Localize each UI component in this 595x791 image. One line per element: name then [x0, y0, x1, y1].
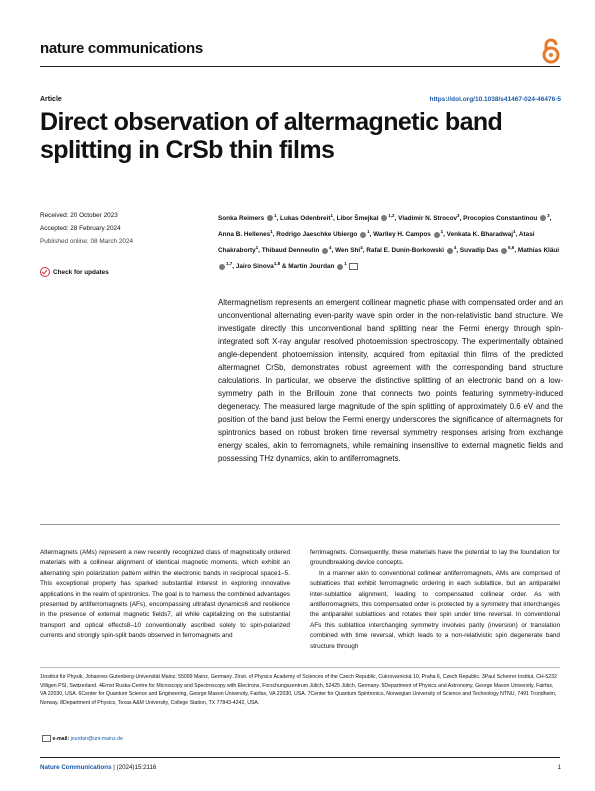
author[interactable]: Mathias Kläui	[517, 247, 560, 255]
check-updates-label: Check for updates	[53, 268, 109, 276]
body-column-right	[310, 548, 560, 652]
page-number: 1	[557, 764, 561, 771]
section-divider	[40, 524, 560, 525]
article-type: Article	[40, 96, 62, 103]
accepted-date: Accepted: 28 February 2024	[40, 225, 121, 232]
footer-rule	[40, 757, 560, 758]
author[interactable]: Wen Shi	[335, 247, 361, 255]
email-envelope-icon	[42, 735, 51, 742]
footer-citation	[40, 764, 156, 771]
author[interactable]: Rafal E. Dunin-Borkowski	[366, 247, 445, 255]
journal-name[interactable]: nature communications	[40, 40, 203, 57]
email-label: e-mail:	[52, 735, 70, 742]
author[interactable]: Procopios Constantinou	[463, 215, 538, 223]
body-paragraph: In a manner akin to conventional collinear antiferromagnets, AMs are comprised of sublattices that exhibit ferromagnetic ordering in each sublattice, but an antiparallel inter-sublattice alignment, leading to compensated collinear order. As with antiferromagnets, this compensated order is protected by a symmetry that interchanges the antiparallel sublattices and rotates their spin under time reversal. In conventional AFs this sublattice interchanging symmetry involves parity (inversion) or translation combined with time reversal, which leads to a non-relativistic spin degenerate band structure through	[310, 569, 560, 650]
orcid-icon[interactable]	[337, 264, 343, 270]
body-paragraph: ferrimagnets. Consequently, these materials have the potential to lay the foundation for groundbreaking device concepts.	[310, 549, 560, 567]
received-date: Received: 20 October 2023	[40, 212, 118, 219]
author[interactable]: Anna B. Hellenes	[218, 231, 271, 239]
orcid-icon[interactable]	[322, 248, 328, 254]
author[interactable]: Sonka Reimers	[218, 215, 265, 223]
orcid-icon[interactable]	[540, 215, 546, 221]
publication-dates	[40, 209, 133, 248]
author[interactable]: Thibaud Denneulin	[261, 247, 320, 255]
header-rule	[40, 66, 560, 67]
affiliations-divider	[40, 667, 560, 668]
footer-volume: | (2024)15:2116	[113, 764, 157, 771]
email-envelope-icon[interactable]	[349, 263, 358, 270]
author-list: Sonka Reimers $^1$, Lukas Odenbreit$^1$, Libor Šmejkal $^{1,2}$, Vladimir N. Strocov$^3$, Procopios Constantinou $^3$, Anna B. Hellenes$^1$, Rodrigo Jaeschke Ubiergo $^1$, Warlley H. Campos $^1$, Venkata K. Bharadwaj$^1$, Atasi Chakraborty$^1$, Thibaud Denneulin $^4$, Wen Shi$^4$, Rafal E. Dunin-Borkowski $^4$, Suvadip Das $^{5,6}$, Mathias Kläui $^{1,7}$, Jairo Sinova$^{1,8}$ & Martin Jourdan $^1$	[218, 213, 560, 271]
abstract: Altermagnetism represents an emergent collinear magnetic phase with compensated order and an unconventional alternating even-parity wave spin order in the non-relativistic band structure. We investigate directly this unconventional band splitting near the Fermi energy through spin-integrated soft X-ray angular resolved photoemission spectroscopy. The experimentally obtained angle-dependent photoemission intensity, acquired from epitaxial thin films of the predicted altermagnet CrSb, demonstrates robust agreement with the corresponding band structure calculations. In particular, we observe the distinctive splitting of an electronic band on a low-symmetry path in the Brillouin zone that connects two points featuring symmetry-induced degeneracy. The measured large magnitude of the spin splitting of approximately 0.6 eV and the position of the band just below the Fermi energy underscores the significance of altermagnets for spintronics based on robust broken time reversal symmetry responses arising from exchange energy scales, akin to ferromagnets, while remaining insensitive to external magnetic fields and possessing THz dynamics, akin to antiferromagnets.	[218, 298, 563, 463]
author[interactable]: Libor Šmejkal	[336, 215, 379, 223]
orcid-icon[interactable]	[501, 248, 507, 254]
author[interactable]: Rodrigo Jaeschke Ubiergo	[276, 231, 358, 239]
doi-link[interactable]: https://doi.org/10.1038/s41467-024-46476-5	[429, 96, 561, 103]
orcid-icon[interactable]	[381, 215, 387, 221]
contact-email	[40, 735, 123, 742]
affiliations: 1Institut für Physik, Johannes Gutenberg-Universität Mainz, 55099 Mainz, Germany. 2Inst. of Physics Academy of Sciences of the Czech Republic, Cukrovarnická 10, Praha 6, Czech Republic. 3Paul Scherrer Institut, CH-5232 Villigen PSI, Switzerland. 4Ernst Ruska-Centre for Microscopy and Spectroscopy with Electrons, Forschungszentrum Jülich, 52425 Jülich, Germany. 5Department of Physics and Astronomy, George Mason University, Fairfax, VA 22030, USA. 6Center for Quantum Science and Engineering, George Mason University, Fairfax, VA 22030, USA. 7Center for Quantum Spintronics, Norwegian University of Science and Technology NTNU, 7491 Trondheim, Norway. 8Department of Physics, Texas A&M University, College Station, TX 77843-4242, USA.	[40, 674, 557, 706]
author[interactable]: Warlley H. Campos	[373, 231, 431, 239]
author[interactable]: Suvadip Das	[459, 247, 499, 255]
check-for-updates-button[interactable]	[40, 267, 109, 277]
email-link[interactable]: jourdan@uni-mainz.de	[70, 735, 123, 742]
orcid-icon[interactable]	[447, 248, 453, 254]
orcid-icon[interactable]	[267, 215, 273, 221]
author[interactable]: Venkata K. Bharadwaj	[446, 231, 514, 239]
author[interactable]: & Martin Jourdan	[281, 263, 335, 271]
open-access-lock-icon[interactable]	[541, 38, 561, 64]
orcid-icon[interactable]	[219, 264, 225, 270]
author[interactable]: Atasi Chakraborty	[218, 231, 535, 255]
published-date: Published online: 08 March 2024	[40, 238, 134, 245]
footer-journal[interactable]: Nature Communications	[40, 764, 112, 771]
author[interactable]: Lukas Odenbreit	[280, 215, 331, 223]
orcid-icon[interactable]	[434, 232, 440, 238]
author[interactable]: Jairo Sinova	[235, 263, 274, 271]
check-updates-icon	[40, 267, 50, 277]
author[interactable]: Vladimir N. Strocov	[398, 215, 458, 223]
body-column-left: Altermagnets (AMs) represent a new recently recognized class of magnetically ordered materials with a collinear alignment of identical magnetic moments, which exhibit an alternating spin polarization pattern within the electronic bands in reciprocal space1–5. This exceptional property has sparked substantial interest in exploring innovative applications in the realm of spintronics. The goal is to harness the combined advantages presented by antiferromagnets (AFs), encompassing ultrafast dynamics6 and resilience in the presence of external magnetic fields7, all while capitalizing on the substantial transport and optical effects8–10 conventionally ascribed solely to spin-polarized currents and strongly spin-split bands observed in ferromagnets and	[40, 549, 290, 640]
article-title: Direct observation of altermagnetic band splitting in CrSb thin films	[40, 108, 503, 164]
orcid-icon[interactable]	[360, 232, 366, 238]
